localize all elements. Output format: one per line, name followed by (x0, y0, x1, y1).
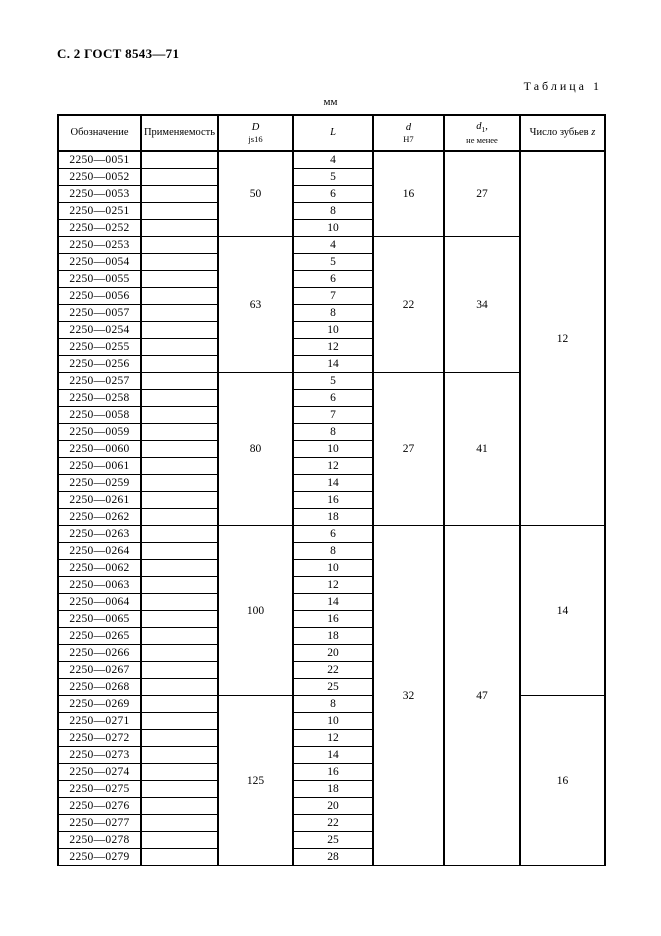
col-header-L-symbol: L (330, 126, 336, 138)
col-header-d1-subscript: 1 (481, 125, 486, 135)
bore-d-cell: 16 (373, 151, 444, 237)
designation-cell: 2250—0251 (58, 203, 141, 220)
designation-cell: 2250—0062 (58, 560, 141, 577)
length-L-cell: 12 (293, 577, 373, 594)
applicability-cell (141, 781, 218, 798)
col-header-applicability-label: Применяемость (143, 126, 216, 138)
diameter-D-cell: 80 (218, 373, 293, 526)
length-L-cell: 14 (293, 475, 373, 492)
designation-cell: 2250—0055 (58, 271, 141, 288)
teeth-count-cell: 14 (520, 526, 605, 696)
designation-cell: 2250—0261 (58, 492, 141, 509)
length-L-cell: 8 (293, 305, 373, 322)
applicability-cell (141, 322, 218, 339)
length-L-cell: 20 (293, 798, 373, 815)
applicability-cell (141, 441, 218, 458)
designation-cell: 2250—0254 (58, 322, 141, 339)
length-L-cell: 10 (293, 322, 373, 339)
applicability-cell (141, 747, 218, 764)
diameter-D-cell: 50 (218, 151, 293, 237)
page-header: С. 2 ГОСТ 8543—71 (57, 46, 180, 61)
table-body (58, 151, 605, 866)
applicability-cell (141, 543, 218, 560)
length-L-cell: 18 (293, 781, 373, 798)
designation-cell: 2250—0057 (58, 305, 141, 322)
designation-cell: 2250—0054 (58, 254, 141, 271)
hub-d1-cell: 41 (444, 373, 520, 526)
applicability-cell (141, 305, 218, 322)
table-row (58, 696, 605, 713)
designation-cell: 2250—0052 (58, 169, 141, 186)
col-header-D-tolerance: js16 (248, 133, 263, 144)
designation-cell: 2250—0269 (58, 696, 141, 713)
applicability-cell (141, 475, 218, 492)
designation-cell: 2250—0058 (58, 407, 141, 424)
length-L-cell: 14 (293, 594, 373, 611)
length-L-cell: 22 (293, 815, 373, 832)
length-L-cell: 5 (293, 373, 373, 390)
designation-cell: 2250—0276 (58, 798, 141, 815)
length-L-cell: 4 (293, 237, 373, 254)
length-L-cell: 18 (293, 628, 373, 645)
length-L-cell: 6 (293, 186, 373, 203)
table-row (58, 151, 605, 169)
designation-cell: 2250—0274 (58, 764, 141, 781)
bore-d-cell: 22 (373, 237, 444, 373)
designation-cell: 2250—0266 (58, 645, 141, 662)
length-L-cell: 8 (293, 696, 373, 713)
length-L-cell: 6 (293, 526, 373, 543)
designation-cell: 2250—0267 (58, 662, 141, 679)
designation-cell: 2250—0252 (58, 220, 141, 237)
applicability-cell (141, 424, 218, 441)
table-caption: Таблица 1 (523, 79, 602, 93)
length-L-cell: 8 (293, 424, 373, 441)
length-L-cell: 5 (293, 169, 373, 186)
applicability-cell (141, 730, 218, 747)
designation-cell: 2250—0268 (58, 679, 141, 696)
applicability-cell (141, 662, 218, 679)
applicability-cell (141, 815, 218, 832)
applicability-cell (141, 169, 218, 186)
length-L-cell: 10 (293, 220, 373, 237)
teeth-count-cell: 12 (520, 151, 605, 526)
length-L-cell: 16 (293, 764, 373, 781)
hub-d1-cell: 27 (444, 151, 520, 237)
designation-cell: 2250—0051 (58, 151, 141, 169)
length-L-cell: 4 (293, 151, 373, 169)
designation-cell: 2250—0259 (58, 475, 141, 492)
bore-d-cell: 32 (373, 526, 444, 866)
length-L-cell: 6 (293, 390, 373, 407)
table-header (58, 115, 605, 151)
applicability-cell (141, 628, 218, 645)
designation-cell: 2250—0277 (58, 815, 141, 832)
length-L-cell: 22 (293, 662, 373, 679)
applicability-cell (141, 798, 218, 815)
col-header-applicability (141, 115, 218, 151)
applicability-cell (141, 288, 218, 305)
col-header-d1-qualifier: не менее (466, 134, 498, 145)
designation-cell: 2250—0258 (58, 390, 141, 407)
length-L-cell: 12 (293, 730, 373, 747)
designation-cell: 2250—0273 (58, 747, 141, 764)
designation-cell: 2250—0253 (58, 237, 141, 254)
designation-cell: 2250—0275 (58, 781, 141, 798)
applicability-cell (141, 390, 218, 407)
applicability-cell (141, 577, 218, 594)
designation-cell: 2250—0256 (58, 356, 141, 373)
col-header-d (373, 115, 444, 151)
length-L-cell: 10 (293, 441, 373, 458)
length-L-cell: 14 (293, 747, 373, 764)
length-L-cell: 25 (293, 832, 373, 849)
length-L-cell: 12 (293, 339, 373, 356)
designation-cell: 2250—0272 (58, 730, 141, 747)
applicability-cell (141, 611, 218, 628)
applicability-cell (141, 492, 218, 509)
col-header-D-symbol: D (251, 121, 260, 133)
designation-cell: 2250—0257 (58, 373, 141, 390)
designation-cell: 2250—0263 (58, 526, 141, 543)
hub-d1-cell: 34 (444, 237, 520, 373)
col-header-designation-label: Обозначение (70, 126, 129, 138)
applicability-cell (141, 696, 218, 713)
length-L-cell: 8 (293, 543, 373, 560)
designation-cell: 2250—0065 (58, 611, 141, 628)
diameter-D-cell: 63 (218, 237, 293, 373)
applicability-cell (141, 645, 218, 662)
applicability-cell (141, 203, 218, 220)
data-table (57, 114, 606, 866)
applicability-cell (141, 220, 218, 237)
applicability-cell (141, 832, 218, 849)
applicability-cell (141, 509, 218, 526)
bore-d-cell: 27 (373, 373, 444, 526)
teeth-count-cell: 16 (520, 696, 605, 866)
length-L-cell: 5 (293, 254, 373, 271)
applicability-cell (141, 560, 218, 577)
length-L-cell: 10 (293, 713, 373, 730)
designation-cell: 2250—0064 (58, 594, 141, 611)
length-L-cell: 12 (293, 458, 373, 475)
length-L-cell: 7 (293, 288, 373, 305)
applicability-cell (141, 254, 218, 271)
designation-cell: 2250—0279 (58, 849, 141, 866)
length-L-cell: 18 (293, 509, 373, 526)
col-header-d1-comma: , (485, 120, 488, 132)
designation-cell: 2250—0265 (58, 628, 141, 645)
applicability-cell (141, 151, 218, 169)
col-header-designation (58, 115, 141, 151)
col-header-L (293, 115, 373, 151)
col-header-teeth-symbol: z (591, 126, 596, 138)
designation-cell: 2250—0264 (58, 543, 141, 560)
applicability-cell (141, 764, 218, 781)
length-L-cell: 8 (293, 203, 373, 220)
designation-cell: 2250—0255 (58, 339, 141, 356)
designation-cell: 2250—0060 (58, 441, 141, 458)
units-label: мм (323, 96, 338, 108)
applicability-cell (141, 849, 218, 866)
applicability-cell (141, 458, 218, 475)
length-L-cell: 25 (293, 679, 373, 696)
diameter-D-cell: 100 (218, 526, 293, 696)
applicability-cell (141, 237, 218, 254)
applicability-cell (141, 373, 218, 390)
designation-cell: 2250—0063 (58, 577, 141, 594)
applicability-cell (141, 356, 218, 373)
hub-d1-cell: 47 (444, 526, 520, 866)
col-header-teeth (520, 115, 605, 151)
col-header-d1 (444, 115, 520, 151)
length-L-cell: 20 (293, 645, 373, 662)
applicability-cell (141, 594, 218, 611)
designation-cell: 2250—0053 (58, 186, 141, 203)
applicability-cell (141, 186, 218, 203)
designation-cell: 2250—0061 (58, 458, 141, 475)
applicability-cell (141, 271, 218, 288)
diameter-D-cell: 125 (218, 696, 293, 866)
col-header-teeth-label: Число зубьев (529, 126, 589, 138)
applicability-cell (141, 339, 218, 356)
designation-cell: 2250—0278 (58, 832, 141, 849)
col-header-d-tolerance: H7 (403, 133, 414, 144)
applicability-cell (141, 679, 218, 696)
length-L-cell: 28 (293, 849, 373, 866)
designation-cell: 2250—0059 (58, 424, 141, 441)
length-L-cell: 7 (293, 407, 373, 424)
col-header-D (218, 115, 293, 151)
length-L-cell: 10 (293, 560, 373, 577)
designation-cell: 2250—0271 (58, 713, 141, 730)
length-L-cell: 6 (293, 271, 373, 288)
col-header-d1-symbol: d (476, 120, 482, 132)
applicability-cell (141, 407, 218, 424)
length-L-cell: 14 (293, 356, 373, 373)
col-header-d-symbol: d (405, 121, 412, 133)
designation-cell: 2250—0262 (58, 509, 141, 526)
table-row (58, 526, 605, 543)
length-L-cell: 16 (293, 611, 373, 628)
applicability-cell (141, 526, 218, 543)
applicability-cell (141, 713, 218, 730)
length-L-cell: 16 (293, 492, 373, 509)
designation-cell: 2250—0056 (58, 288, 141, 305)
